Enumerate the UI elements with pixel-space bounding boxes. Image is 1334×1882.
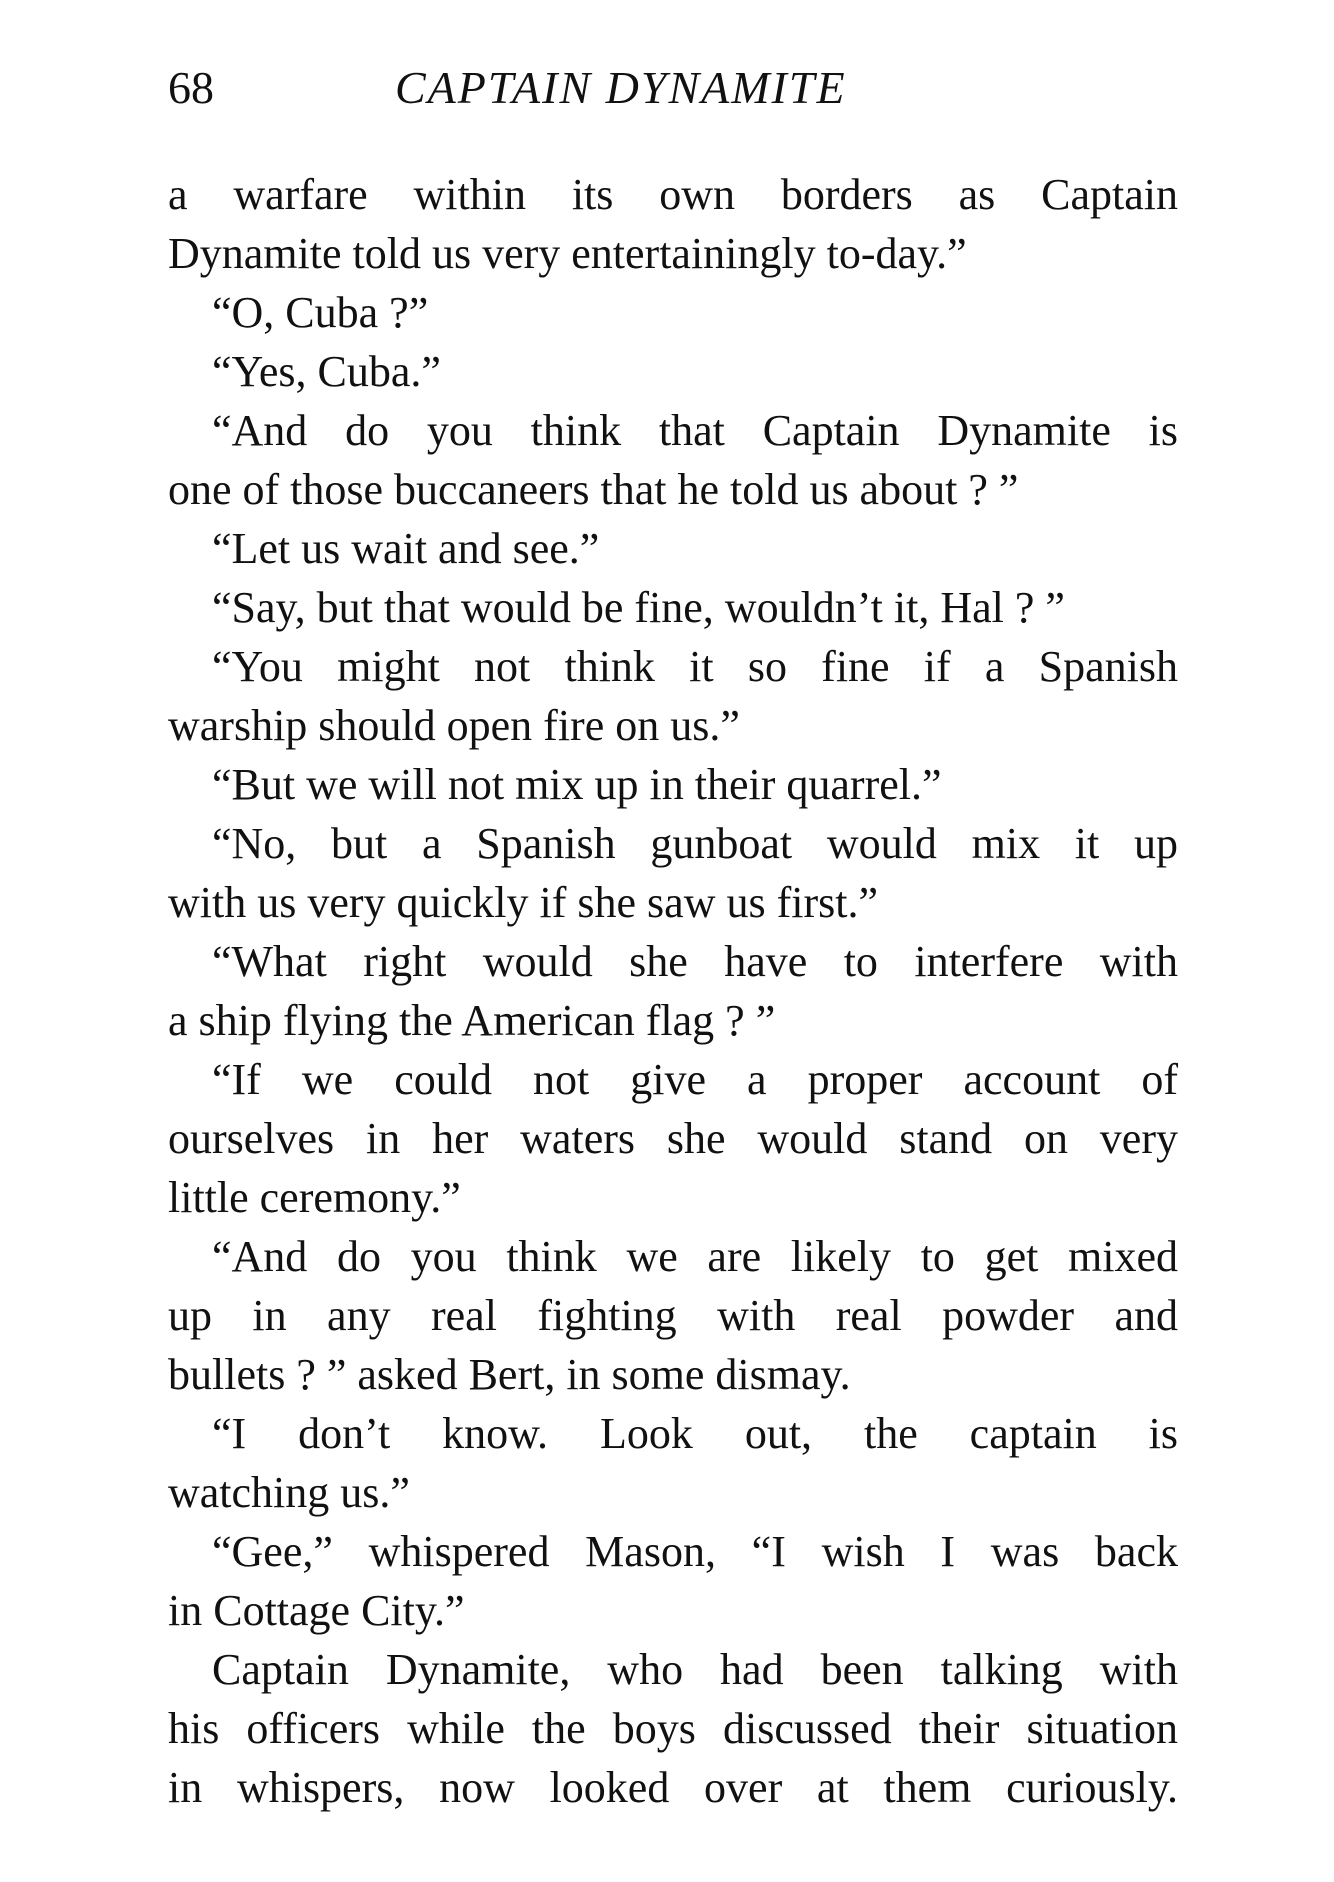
text-line: “I don’t know. Look out, the captain is	[212, 1409, 1178, 1458]
text-line: warship should open fire on us.”	[168, 701, 740, 750]
running-title: CAPTAIN DYNAMITE	[395, 62, 847, 113]
text-line: “Yes, Cuba.”	[212, 347, 441, 396]
text-line: a warfare within its own borders as Captain	[168, 170, 1178, 219]
text-line: watching us.”	[168, 1468, 410, 1517]
page-header	[168, 58, 1178, 128]
text-line: in Cottage City.”	[168, 1586, 465, 1635]
text-line: ourselves in her waters she would stand on very	[168, 1114, 1178, 1163]
text-line: “And do you think that Captain Dynamite is	[212, 406, 1178, 455]
text-line: “No, but a Spanish gunboat would mix it up	[212, 819, 1178, 868]
text-line: “If we could not give a proper account of	[212, 1055, 1178, 1104]
text-line: “O, Cuba ?”	[212, 288, 429, 337]
text-line: “Say, but that would be fine, wouldn’t it, Hal ? ”	[212, 583, 1065, 632]
text-line: a ship flying the American flag ? ”	[168, 996, 776, 1045]
text-line: “And do you think we are likely to get mixed	[212, 1232, 1178, 1281]
text-line: Dynamite told us very entertainingly to-day.”	[168, 229, 967, 278]
text-line: his officers while the boys discussed their situation	[168, 1704, 1178, 1753]
page-number: 68	[168, 62, 214, 113]
text-line: “But we will not mix up in their quarrel.”	[212, 760, 942, 809]
text-line: up in any real fighting with real powder and	[168, 1291, 1178, 1340]
text-line: in whispers, now looked over at them curiously.	[168, 1763, 1178, 1812]
text-line: with us very quickly if she saw us first.”	[168, 878, 878, 927]
text-line: “Let us wait and see.”	[212, 524, 600, 573]
text-line: “Gee,” whispered Mason, “I wish I was back	[212, 1527, 1178, 1576]
text-line: Captain Dynamite, who had been talking with	[212, 1645, 1178, 1694]
text-line: “What right would she have to interfere with	[212, 937, 1178, 986]
text-line: bullets ? ” asked Bert, in some dismay.	[168, 1350, 851, 1399]
text-line: “You might not think it so fine if a Spanish	[212, 642, 1178, 691]
text-line: little ceremony.”	[168, 1173, 461, 1222]
body-text	[168, 165, 1178, 1817]
text-line: one of those buccaneers that he told us about ? ”	[168, 465, 1019, 514]
